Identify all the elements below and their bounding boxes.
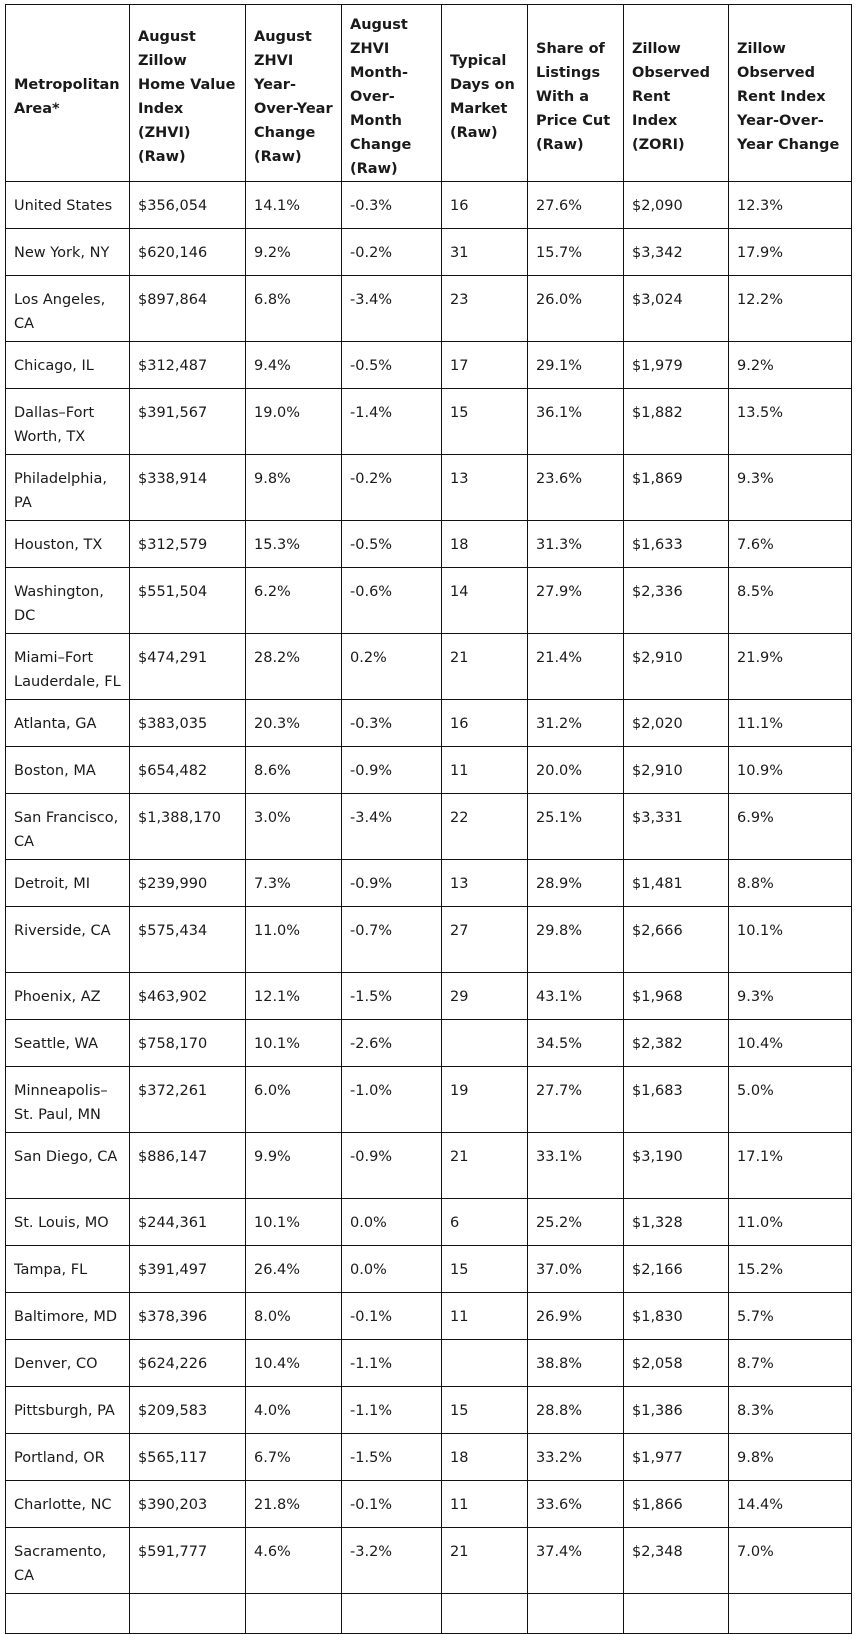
cell-zhvi-mom: -3.2%: [342, 1528, 442, 1594]
cell-metro-area: Philadelphia, PA: [6, 455, 130, 521]
cell-zhvi-yoy: 7.3%: [246, 860, 342, 907]
cell-zori-yoy: 12.2%: [729, 276, 852, 342]
header-metro-area: Metropolitan Area*: [6, 5, 130, 182]
cell-price-cut-share: 31.2%: [528, 700, 624, 747]
cell-days-on-market: 6: [442, 1199, 528, 1246]
cell-zhvi: $551,504: [130, 568, 246, 634]
cell-zhvi-mom: -0.9%: [342, 747, 442, 794]
cell-days-on-market: 11: [442, 1481, 528, 1528]
cell-zhvi: $1,388,170: [130, 794, 246, 860]
table-row: [6, 276, 852, 342]
cell-metro-area: Boston, MA: [6, 747, 130, 794]
cell-zhvi-mom: -0.9%: [342, 860, 442, 907]
cell-days-on-market: 16: [442, 182, 528, 229]
cell-price-cut-share: 36.1%: [528, 389, 624, 455]
cell-price-cut-share: 37.4%: [528, 1528, 624, 1594]
header-days-on-market: Typical Days on Market (Raw): [442, 5, 528, 182]
cell-zhvi-mom: -0.2%: [342, 229, 442, 276]
cell-zhvi: $338,914: [130, 455, 246, 521]
cell-zhvi-yoy: 3.0%: [246, 794, 342, 860]
cell-metro-area: Miami–Fort Lauderdale, FL: [6, 634, 130, 700]
cell-zori: $1,979: [624, 342, 729, 389]
cell-zori: $3,342: [624, 229, 729, 276]
cell-zhvi-mom: -0.5%: [342, 342, 442, 389]
cell-days-on-market: 17: [442, 342, 528, 389]
cell-zhvi: $244,361: [130, 1199, 246, 1246]
table-row: [6, 1199, 852, 1246]
cell-zori-yoy: 9.3%: [729, 973, 852, 1020]
cell-zhvi: $391,567: [130, 389, 246, 455]
cell-zori: $1,683: [624, 1067, 729, 1133]
cell-metro-area: Charlotte, NC: [6, 1481, 130, 1528]
cell-zhvi-yoy: 11.0%: [246, 907, 342, 973]
cell-zhvi: $758,170: [130, 1020, 246, 1067]
cell-zori-yoy: 7.0%: [729, 1528, 852, 1594]
cell-zhvi: $886,147: [130, 1133, 246, 1199]
cell-zhvi: $356,054: [130, 182, 246, 229]
cell-zhvi-yoy: 20.3%: [246, 700, 342, 747]
cell-zori-yoy: 8.8%: [729, 860, 852, 907]
cell-metro-area: Tampa, FL: [6, 1246, 130, 1293]
cell-zhvi-mom: -1.0%: [342, 1067, 442, 1133]
cell-price-cut-share: 31.3%: [528, 521, 624, 568]
table-row: [6, 634, 852, 700]
cell-zhvi: $897,864: [130, 276, 246, 342]
cell-days-on-market: 14: [442, 568, 528, 634]
cell-days-on-market: 21: [442, 1133, 528, 1199]
header-row: [6, 5, 852, 182]
cell-zori-yoy: 9.2%: [729, 342, 852, 389]
cell-zhvi: $378,396: [130, 1293, 246, 1340]
cell-zori-yoy: 11.0%: [729, 1199, 852, 1246]
cell-price-cut-share: 28.9%: [528, 860, 624, 907]
cell-zori-yoy: 10.9%: [729, 747, 852, 794]
cell-zhvi-yoy: 10.1%: [246, 1020, 342, 1067]
cell-zori-yoy: 7.6%: [729, 521, 852, 568]
cell-metro-area: San Francisco, CA: [6, 794, 130, 860]
table-row: [6, 1067, 852, 1133]
cell-zori: $1,882: [624, 389, 729, 455]
cell-price-cut-share: 37.0%: [528, 1246, 624, 1293]
cell-price-cut-share: 27.6%: [528, 182, 624, 229]
cell-zori-yoy: 12.3%: [729, 182, 852, 229]
cell-price-cut-share: 15.7%: [528, 229, 624, 276]
cell-zori-yoy: 10.4%: [729, 1020, 852, 1067]
cell-zori: $2,336: [624, 568, 729, 634]
cell-zhvi-yoy: 4.6%: [246, 1528, 342, 1594]
cell-days-on-market: 13: [442, 455, 528, 521]
cell-days-on-market: [442, 1340, 528, 1387]
cell-zori-yoy: 8.7%: [729, 1340, 852, 1387]
cell-days-on-market: 18: [442, 521, 528, 568]
cell-days-on-market: 13: [442, 860, 528, 907]
cell-metro-area: Pittsburgh, PA: [6, 1387, 130, 1434]
cell-zori: $2,666: [624, 907, 729, 973]
cell-zhvi-mom: 0.2%: [342, 634, 442, 700]
cell-metro-area: Phoenix, AZ: [6, 973, 130, 1020]
cell-zori: $2,348: [624, 1528, 729, 1594]
cell-metro-area: United States: [6, 182, 130, 229]
cell-zori-yoy: 17.9%: [729, 229, 852, 276]
cell-metro-area: Denver, CO: [6, 1340, 130, 1387]
cell-metro-area: Los Angeles, CA: [6, 276, 130, 342]
cell-days-on-market: 22: [442, 794, 528, 860]
cell-metro-area: Portland, OR: [6, 1434, 130, 1481]
cell-zhvi-yoy: 14.1%: [246, 182, 342, 229]
cell-zhvi: $575,434: [130, 907, 246, 973]
cell-zhvi-mom: -0.2%: [342, 455, 442, 521]
table-row: [6, 1133, 852, 1199]
table-row: [6, 521, 852, 568]
cell-zhvi-mom: -0.5%: [342, 521, 442, 568]
cell-zhvi: $463,902: [130, 973, 246, 1020]
cell-zori-yoy: 8.5%: [729, 568, 852, 634]
cell-price-cut-share: 29.8%: [528, 907, 624, 973]
cell-zhvi-yoy: 10.4%: [246, 1340, 342, 1387]
cell-zhvi-mom: -0.1%: [342, 1293, 442, 1340]
cell-price-cut-share: 25.1%: [528, 794, 624, 860]
cell-zhvi-yoy: 8.0%: [246, 1293, 342, 1340]
cell-zhvi-yoy: 15.3%: [246, 521, 342, 568]
cell-zori-yoy: 21.9%: [729, 634, 852, 700]
cell-zhvi-mom: -1.1%: [342, 1340, 442, 1387]
cell-days-on-market: 16: [442, 700, 528, 747]
cell-zhvi-mom: 0.0%: [342, 1246, 442, 1293]
cell-zori-yoy: 9.3%: [729, 455, 852, 521]
table-row: [6, 794, 852, 860]
cell-price-cut-share: 27.9%: [528, 568, 624, 634]
cell-zhvi-yoy: 6.0%: [246, 1067, 342, 1133]
cell-zori: $2,058: [624, 1340, 729, 1387]
cell-zori: $3,024: [624, 276, 729, 342]
cell-zori: $3,190: [624, 1133, 729, 1199]
cell-price-cut-share: 26.9%: [528, 1293, 624, 1340]
table-row: [6, 1387, 852, 1434]
header-zhvi-mom: August ZHVI Month-Over-Month Change (Raw): [342, 5, 442, 182]
table-row: [6, 1020, 852, 1067]
cell-zhvi-yoy: 12.1%: [246, 973, 342, 1020]
cell-days-on-market: [442, 1020, 528, 1067]
cell-days-on-market: 11: [442, 747, 528, 794]
cell-zhvi: $654,482: [130, 747, 246, 794]
cell-zhvi: $312,487: [130, 342, 246, 389]
cell-metro-area: St. Louis, MO: [6, 1199, 130, 1246]
cell-metro-area: Houston, TX: [6, 521, 130, 568]
cell-days-on-market: 15: [442, 1387, 528, 1434]
cell-price-cut-share: 38.8%: [528, 1340, 624, 1387]
cell-zhvi-yoy: 9.8%: [246, 455, 342, 521]
cell-zhvi: $391,497: [130, 1246, 246, 1293]
cell-zhvi-yoy: 4.0%: [246, 1387, 342, 1434]
table-body: [6, 182, 852, 1634]
header-price-cut-share: Share of Listings With a Price Cut (Raw): [528, 5, 624, 182]
cell-days-on-market: 21: [442, 1528, 528, 1594]
cell-zori-yoy: 13.5%: [729, 389, 852, 455]
cell-zhvi-yoy: 9.4%: [246, 342, 342, 389]
cell-metro-area: San Diego, CA: [6, 1133, 130, 1199]
cell-price-cut-share: 23.6%: [528, 455, 624, 521]
cell-zori: $1,869: [624, 455, 729, 521]
cell-price-cut-share: 33.1%: [528, 1133, 624, 1199]
cell-metro-area: Minneapolis–St. Paul, MN: [6, 1067, 130, 1133]
cell-zori: $1,386: [624, 1387, 729, 1434]
cell-metro-area: Chicago, IL: [6, 342, 130, 389]
cell-metro-area: Baltimore, MD: [6, 1293, 130, 1340]
table-row: [6, 229, 852, 276]
table-row: [6, 907, 852, 973]
cell-zori-yoy: 5.0%: [729, 1067, 852, 1133]
cell-price-cut-share: 34.5%: [528, 1020, 624, 1067]
cell-zori: $1,481: [624, 860, 729, 907]
cell-zhvi-mom: -1.5%: [342, 973, 442, 1020]
table-row: [6, 860, 852, 907]
cell-zhvi-yoy: 8.6%: [246, 747, 342, 794]
cell-price-cut-share: 21.4%: [528, 634, 624, 700]
table-row: [6, 1481, 852, 1528]
table-row: [6, 342, 852, 389]
cell-zhvi-mom: -0.3%: [342, 182, 442, 229]
cell-zori-yoy: 11.1%: [729, 700, 852, 747]
cell-metro-area: Dallas–Fort Worth, TX: [6, 389, 130, 455]
cell-zori-yoy: 6.9%: [729, 794, 852, 860]
table-row: [6, 1293, 852, 1340]
cell-metro-area: Riverside, CA: [6, 907, 130, 973]
cell-zhvi: $624,226: [130, 1340, 246, 1387]
cell-zhvi-mom: 0.0%: [342, 1199, 442, 1246]
cell-zhvi-yoy: 9.2%: [246, 229, 342, 276]
cell-zhvi: $312,579: [130, 521, 246, 568]
cell-zori: $1,633: [624, 521, 729, 568]
cell-days-on-market: 15: [442, 1246, 528, 1293]
table-row: [6, 389, 852, 455]
cell-zori: $1,968: [624, 973, 729, 1020]
cell-zori-yoy: 14.4%: [729, 1481, 852, 1528]
cell-days-on-market: 31: [442, 229, 528, 276]
cell-price-cut-share: 33.2%: [528, 1434, 624, 1481]
table-row: [6, 1246, 852, 1293]
table-row: [6, 568, 852, 634]
cell-days-on-market: 19: [442, 1067, 528, 1133]
cell-metro-area: Atlanta, GA: [6, 700, 130, 747]
cell-metro-area: Washington, DC: [6, 568, 130, 634]
cell-metro-area: Detroit, MI: [6, 860, 130, 907]
cell-zhvi-mom: -3.4%: [342, 794, 442, 860]
cell-zori: $1,977: [624, 1434, 729, 1481]
cell-days-on-market: 29: [442, 973, 528, 1020]
cell-zori-yoy: 17.1%: [729, 1133, 852, 1199]
cell-price-cut-share: 33.6%: [528, 1481, 624, 1528]
cell-zori-yoy: 10.1%: [729, 907, 852, 973]
cell-days-on-market: 11: [442, 1293, 528, 1340]
cell-zhvi-mom: -0.7%: [342, 907, 442, 973]
table-row: [6, 747, 852, 794]
cell-zhvi-mom: -0.6%: [342, 568, 442, 634]
cell-metro-area: New York, NY: [6, 229, 130, 276]
cell-zori: $2,166: [624, 1246, 729, 1293]
cell-zori: $2,382: [624, 1020, 729, 1067]
cell-zhvi-yoy: 6.2%: [246, 568, 342, 634]
cell-zhvi-mom: -1.1%: [342, 1387, 442, 1434]
header-zori-yoy: Zillow Observed Rent Index Year-Over-Year Change: [729, 5, 852, 182]
table-row: [6, 455, 852, 521]
cell-price-cut-share: 29.1%: [528, 342, 624, 389]
cell-zori: $1,866: [624, 1481, 729, 1528]
cell-zhvi-yoy: 6.8%: [246, 276, 342, 342]
table-row: [6, 1434, 852, 1481]
cell-zori: $3,331: [624, 794, 729, 860]
metro-housing-table: [5, 4, 852, 1634]
table-row: [6, 1528, 852, 1594]
cell-zhvi: $591,777: [130, 1528, 246, 1594]
cell-zhvi: $565,117: [130, 1434, 246, 1481]
cell-zori: $2,910: [624, 634, 729, 700]
cell-zori: $2,910: [624, 747, 729, 794]
table-row: [6, 1340, 852, 1387]
cell-days-on-market: 27: [442, 907, 528, 973]
cell-price-cut-share: 26.0%: [528, 276, 624, 342]
cell-zhvi-yoy: 19.0%: [246, 389, 342, 455]
header-zori: Zillow Observed Rent Index (ZORI): [624, 5, 729, 182]
cell-days-on-market: 15: [442, 389, 528, 455]
cell-zhvi: $383,035: [130, 700, 246, 747]
cell-zhvi-mom: -0.9%: [342, 1133, 442, 1199]
cell-zhvi-mom: -0.3%: [342, 700, 442, 747]
cell-zhvi-mom: -1.5%: [342, 1434, 442, 1481]
cell-zhvi-yoy: 28.2%: [246, 634, 342, 700]
cell-zhvi-mom: -0.1%: [342, 1481, 442, 1528]
cell-zhvi-mom: -1.4%: [342, 389, 442, 455]
cell-zhvi-yoy: 10.1%: [246, 1199, 342, 1246]
table-row: [6, 182, 852, 229]
cell-zhvi-mom: -2.6%: [342, 1020, 442, 1067]
cell-price-cut-share: 28.8%: [528, 1387, 624, 1434]
cell-zhvi-mom: -3.4%: [342, 276, 442, 342]
cell-zori-yoy: 5.7%: [729, 1293, 852, 1340]
header-zhvi: August Zillow Home Value Index (ZHVI) (Raw): [130, 5, 246, 182]
cell-zhvi: $209,583: [130, 1387, 246, 1434]
cell-zori: $2,020: [624, 700, 729, 747]
cell-zori-yoy: 8.3%: [729, 1387, 852, 1434]
cell-price-cut-share: 27.7%: [528, 1067, 624, 1133]
cell-zhvi: $390,203: [130, 1481, 246, 1528]
cell-metro-area: Sacramento, CA: [6, 1528, 130, 1594]
cell-zori-yoy: 15.2%: [729, 1246, 852, 1293]
cell-zhvi-yoy: 9.9%: [246, 1133, 342, 1199]
cell-zhvi: $372,261: [130, 1067, 246, 1133]
cell-days-on-market: 21: [442, 634, 528, 700]
cell-metro-area: Seattle, WA: [6, 1020, 130, 1067]
cell-zhvi: $474,291: [130, 634, 246, 700]
cell-days-on-market: 18: [442, 1434, 528, 1481]
cell-price-cut-share: 20.0%: [528, 747, 624, 794]
cell-zori-yoy: 9.8%: [729, 1434, 852, 1481]
cell-price-cut-share: 25.2%: [528, 1199, 624, 1246]
cell-days-on-market: 23: [442, 276, 528, 342]
header-zhvi-yoy: August ZHVI Year-Over-Year Change (Raw): [246, 5, 342, 182]
cell-zhvi: $239,990: [130, 860, 246, 907]
cell-zhvi-yoy: 26.4%: [246, 1246, 342, 1293]
cell-zori: $1,830: [624, 1293, 729, 1340]
cell-zori: $2,090: [624, 182, 729, 229]
cell-zhvi-yoy: 21.8%: [246, 1481, 342, 1528]
cell-zhvi: $620,146: [130, 229, 246, 276]
cell-zhvi-yoy: 6.7%: [246, 1434, 342, 1481]
cell-zori: $1,328: [624, 1199, 729, 1246]
table-row: [6, 973, 852, 1020]
cell-price-cut-share: 43.1%: [528, 973, 624, 1020]
table-row: [6, 700, 852, 747]
